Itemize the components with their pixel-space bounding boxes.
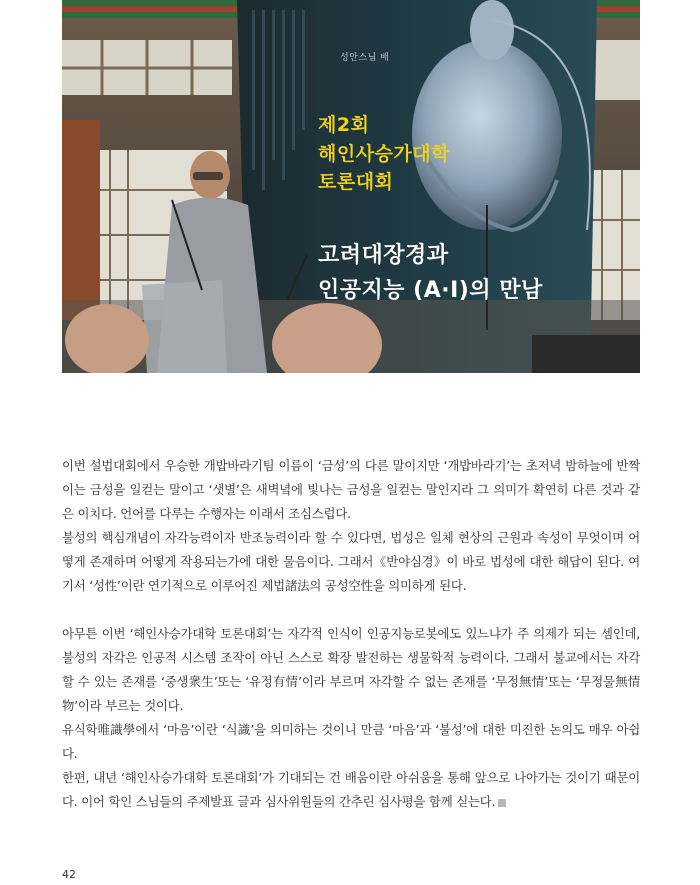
paragraph-3: 아무튼 이번 ‘해인사승가대학 토론대회’는 자각적 인식이 인공지능로봇에도 있느냐가 주 의제가 되는 셈인데, 불성의 자각은 인공적 시스템 조작이 아닌 스스로 확장 발전하는 생물학적 능력이다. 그래서 불교에서는 자각할 수 있는 존재를 ‘중생衆生’또는 ‘유정有情’이라 부르며 자각할 수 없는 존재를 ‘무정無情’또는 ‘무정물無情物’이라 부르는 것이다.	[62, 626, 640, 713]
banner-title-line-1: 제2회	[318, 114, 370, 136]
end-square-icon	[498, 799, 506, 807]
article-photo	[62, 0, 640, 373]
banner-subtitle-line-1: 고려대장경과	[318, 243, 449, 268]
paragraph-spacer	[62, 598, 640, 622]
page-number: 42	[62, 868, 76, 881]
article-body	[62, 454, 640, 814]
banner-title-line-3: 토론대회	[318, 171, 394, 193]
paragraph-5	[62, 766, 640, 814]
banner-sponsor-text: 성안스님 배	[340, 53, 390, 63]
paragraph-4: 유식학唯識學에서 ‘마음’이란 ‘식識’을 의미하는 것이니 만큼 ‘마음’과 ‘불성’에 대한 미진한 논의도 매우 아쉽다.	[62, 722, 640, 761]
banner-title-line-2: 해인사승가대학	[318, 143, 450, 165]
paragraph-1: 이번 설법대회에서 우승한 개밥바라기팀 이름이 ‘금성’의 다른 말이지만 ‘개밥바라기’는 초저녁 밤하늘에 반짝이는 금성을 일컫는 말이고 ‘샛별’은 새벽녘에 빛나는 금성을 일컫는 말인지라 그 의미가 확연히 다른 것과 같은 이치다. 언어를 다루는 수행자는 이래서 조심스럽다.	[62, 458, 640, 521]
paragraph-5-text: 한편, 내년 ‘해인사승가대학 토론대회’가 기대되는 건 배움이란 아쉬움을 통해 앞으로 나아가는 것이기 때문이다. 이어 학인 스님들의 주제발표 글과 심사위원들의 간추린 심사평을 함께 싣는다.	[62, 770, 640, 809]
paragraph-2: 불성의 핵심개념이 자각능력이자 반조능력이라 할 수 있다면, 법성은 일체 현상의 근원과 속성이 무엇이며 어떻게 존재하며 어떻게 작용되는가에 대한 물음이다. 그래서《반야심경》이 바로 법성에 대한 해답이 된다. 여기서 ‘성性’이란 연기적으로 이루어진 제법諸法의 공성空性을 의미하게 된다.	[62, 530, 640, 593]
banner-subtitle-line-2: 인공지능 (A·I)의 만남	[318, 278, 543, 303]
